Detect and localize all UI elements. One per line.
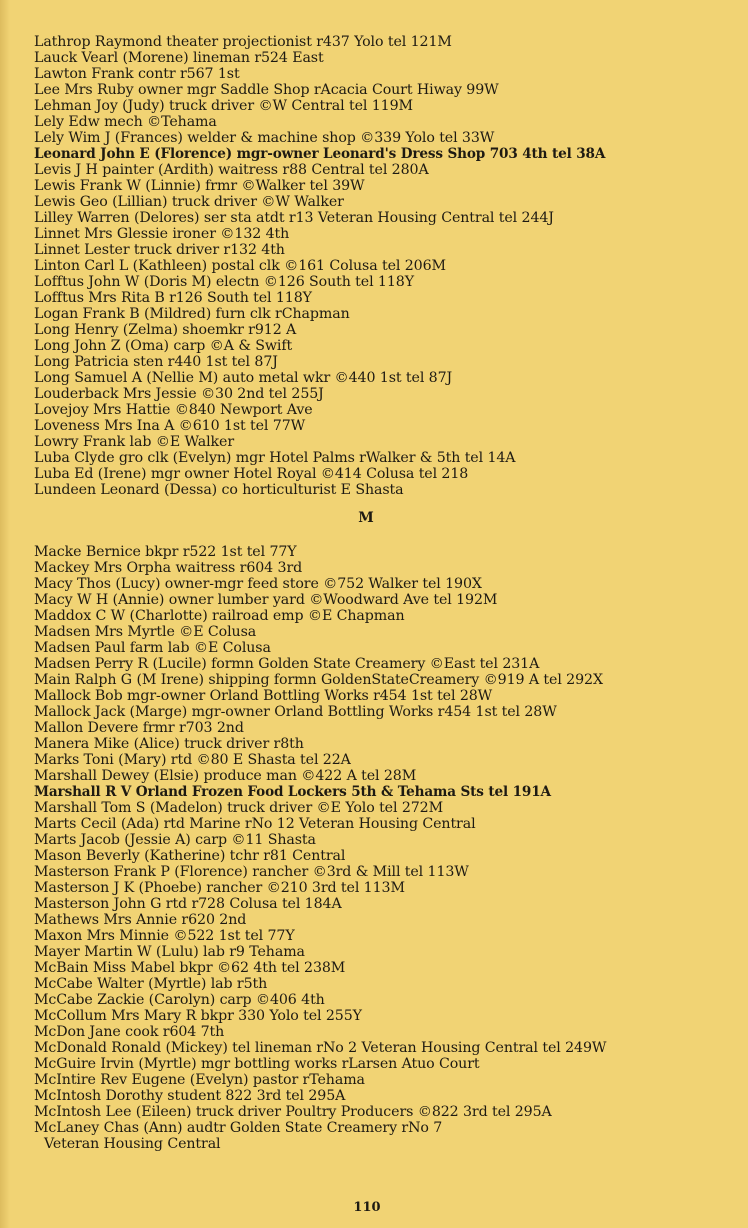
directory-entry: Linton Carl L (Kathleen) postal clk ©161 Colusa tel 206M — [34, 258, 446, 274]
directory-entry: McCabe Zackie (Carolyn) carp ©406 4th — [34, 992, 325, 1008]
directory-entry: Logan Frank B (Mildred) furn clk rChapman — [34, 306, 350, 322]
directory-entry: McGuire Irvin (Myrtle) mgr bottling works rLarsen Atuo Court — [34, 1056, 480, 1072]
directory-entry: McDonald Ronald (Mickey) tel lineman rNo 2 Veteran Housing Central tel 249W — [34, 1040, 607, 1056]
directory-entry: Leonard John E (Florence) mgr-owner Leonard's Dress Shop 703 4th tel 38A — [34, 146, 606, 162]
directory-entry: Mason Beverly (Katherine) tchr r81 Central — [34, 848, 346, 864]
directory-entry: Luba Ed (Irene) mgr owner Hotel Royal ©414 Colusa tel 218 — [34, 466, 469, 482]
directory-entry: Linnet Lester truck driver r132 4th — [34, 242, 285, 258]
directory-entry: Veteran Housing Central — [44, 1136, 221, 1152]
directory-entry: Mackey Mrs Orpha waitress r604 3rd — [34, 560, 303, 576]
directory-entry: Mayer Martin W (Lulu) lab r9 Tehama — [34, 944, 305, 960]
directory-entry: Marshall R V Orland Frozen Food Lockers 5th & Tehama Sts tel 191A — [34, 784, 551, 800]
directory-entry: McDon Jane cook r604 7th — [34, 1024, 225, 1040]
directory-entry: Long John Z (Oma) carp ©A & Swift — [34, 338, 293, 354]
page-number: 110 — [353, 1200, 381, 1215]
directory-entry: Marks Toni (Mary) rtd ©80 E Shasta tel 22A — [34, 752, 351, 768]
directory-entry: Macy W H (Annie) owner lumber yard ©Woodward Ave tel 192M — [34, 592, 498, 608]
directory-entry: Lilley Warren (Delores) ser sta atdt r13 Veteran Housing Central tel 244J — [34, 210, 554, 226]
directory-entry: McIntosh Lee (Eileen) truck driver Poultry Producers ©822 3rd tel 295A — [34, 1104, 552, 1120]
directory-entry: Lathrop Raymond theater projectionist r437 Yolo tel 121M — [34, 34, 452, 50]
directory-entry: McIntosh Dorothy student 822 3rd tel 295A — [34, 1088, 346, 1104]
directory-entry: Mallock Jack (Marge) mgr-owner Orland Bottling Works r454 1st tel 28W — [34, 704, 557, 720]
directory-entry: Lundeen Leonard (Dessa) co horticulturist E Shasta — [34, 482, 404, 498]
directory-entry: Loveness Mrs Ina A ©610 1st tel 77W — [34, 418, 306, 434]
page-edge-shadow — [0, 0, 10, 1228]
directory-entry: Marshall Tom S (Madelon) truck driver ©E Yolo tel 272M — [34, 800, 444, 816]
directory-entry: Madsen Perry R (Lucile) formn Golden State Creamery ©East tel 231A — [34, 656, 540, 672]
directory-entry: Louderback Mrs Jessie ©30 2nd tel 255J — [34, 386, 324, 402]
directory-entry: Masterson J K (Phoebe) rancher ©210 3rd tel 113M — [34, 880, 405, 896]
directory-entry: Linnet Mrs Glessie ironer ©132 4th — [34, 226, 290, 242]
directory-entry: Macy Thos (Lucy) owner-mgr feed store ©752 Walker tel 190X — [34, 576, 482, 592]
directory-entry: Lely Wim J (Frances) welder & machine shop ©339 Yolo tel 33W — [34, 130, 495, 146]
directory-entry: Lewis Frank W (Linnie) frmr ©Walker tel 39W — [34, 178, 365, 194]
directory-entry: Mallock Bob mgr-owner Orland Bottling Works r454 1st tel 28W — [34, 688, 493, 704]
directory-entry: Long Henry (Zelma) shoemkr r912 A — [34, 322, 297, 338]
directory-entry: Lowry Frank lab ©E Walker — [34, 434, 235, 450]
directory-entry: Main Ralph G (M Irene) shipping formn GoldenStateCreamery ©919 A tel 292X — [34, 672, 603, 688]
directory-entry: McBain Miss Mabel bkpr ©62 4th tel 238M — [34, 960, 346, 976]
directory-entry: Maddox C W (Charlotte) railroad emp ©E Chapman — [34, 608, 405, 624]
directory-entry: Luba Clyde gro clk (Evelyn) mgr Hotel Palms rWalker & 5th tel 14A — [34, 450, 516, 466]
directory-entry: Lofftus John W (Doris M) electn ©126 South tel 118Y — [34, 274, 414, 290]
directory-entry: Macke Bernice bkpr r522 1st tel 77Y — [34, 544, 297, 560]
directory-entry: Masterson John G rtd r728 Colusa tel 184A — [34, 896, 342, 912]
directory-entry: Mallon Devere frmr r703 2nd — [34, 720, 244, 736]
directory-entry: Lofftus Mrs Rita B r126 South tel 118Y — [34, 290, 312, 306]
directory-entry: Lee Mrs Ruby owner mgr Saddle Shop rAcacia Court Hiway 99W — [34, 82, 499, 98]
directory-entry: Manera Mike (Alice) truck driver r8th — [34, 736, 304, 752]
directory-entry: Marshall Dewey (Elsie) produce man ©422 A tel 28M — [34, 768, 417, 784]
directory-entry: McCollum Mrs Mary R bkpr 330 Yolo tel 255Y — [34, 1008, 362, 1024]
directory-entry: Lely Edw mech ©Tehama — [34, 114, 217, 130]
directory-entry: Maxon Mrs Minnie ©522 1st tel 77Y — [34, 928, 295, 944]
directory-entry: Lawton Frank contr r567 1st — [34, 66, 240, 82]
l-entries-list — [34, 34, 728, 498]
directory-entry: Mathews Mrs Annie r620 2nd — [34, 912, 247, 928]
directory-entry: Lehman Joy (Judy) truck driver ©W Central tel 119M — [34, 98, 413, 114]
directory-entry: Marts Cecil (Ada) rtd Marine rNo 12 Veteran Housing Central — [34, 816, 476, 832]
directory-entry: Lovejoy Mrs Hattie ©840 Newport Ave — [34, 402, 313, 418]
directory-entry: McIntire Rev Eugene (Evelyn) pastor rTehama — [34, 1072, 365, 1088]
m-entries-list — [34, 544, 728, 1152]
directory-entry: McCabe Walter (Myrtle) lab r5th — [34, 976, 268, 992]
directory-entry: Long Patricia sten r440 1st tel 87J — [34, 354, 278, 370]
directory-entry: Long Samuel A (Nellie M) auto metal wkr ©440 1st tel 87J — [34, 370, 453, 386]
directory-entry: McLaney Chas (Ann) audtr Golden State Creamery rNo 7 — [34, 1120, 443, 1136]
directory-entry: Lewis Geo (Lillian) truck driver ©W Walker — [34, 194, 344, 210]
directory-entry: Madsen Mrs Myrtle ©E Colusa — [34, 624, 257, 640]
directory-entry: Lauck Vearl (Morene) lineman r524 East — [34, 50, 324, 66]
directory-entry: Marts Jacob (Jessie A) carp ©11 Shasta — [34, 832, 316, 848]
section-heading-m: M — [358, 510, 374, 526]
directory-entry: Madsen Paul farm lab ©E Colusa — [34, 640, 271, 656]
directory-entry: Masterson Frank P (Florence) rancher ©3rd & Mill tel 113W — [34, 864, 469, 880]
directory-entry: Levis J H painter (Ardith) waitress r88 Central tel 280A — [34, 162, 429, 178]
